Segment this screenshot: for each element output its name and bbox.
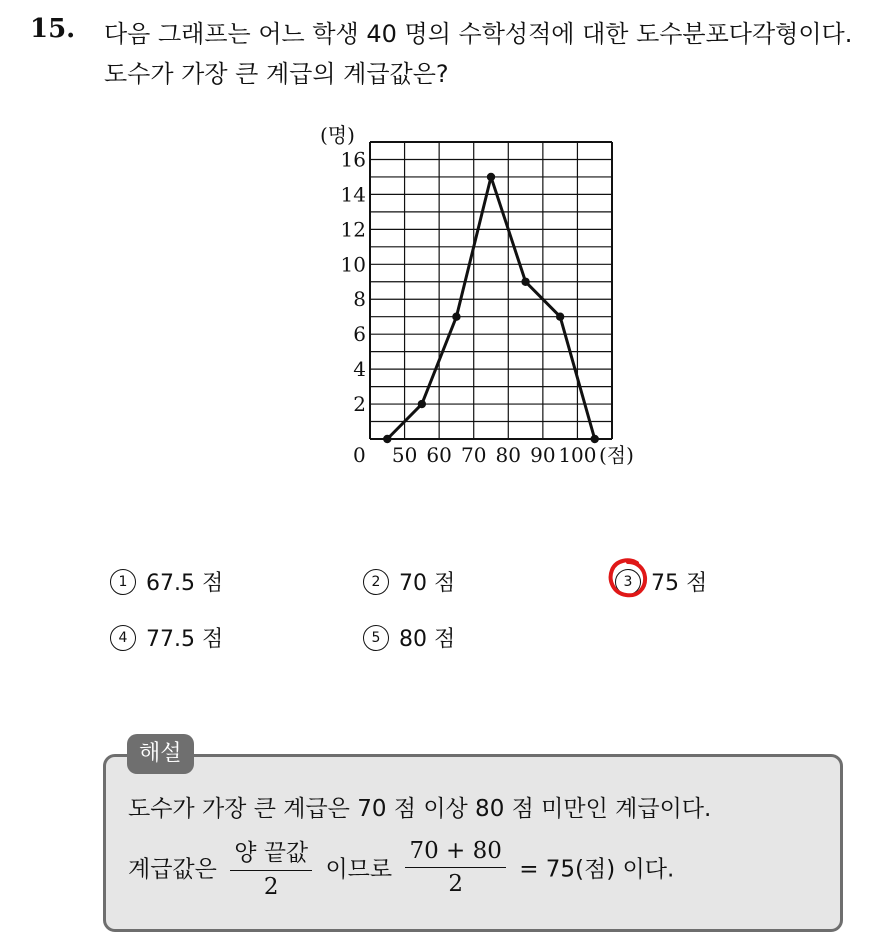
x-axis-label: (점) — [599, 443, 634, 467]
data-point — [556, 313, 564, 321]
data-point — [521, 278, 529, 286]
choice-4[interactable] — [110, 622, 223, 653]
data-point — [487, 173, 495, 181]
fraction-numerator: 70 + 80 — [405, 838, 505, 868]
fraction-denominator: 2 — [263, 874, 279, 900]
data-point — [452, 313, 460, 321]
y-tick-label: 4 — [353, 357, 366, 382]
choice-1[interactable] — [110, 566, 223, 597]
choice-mark-4: 4 — [110, 625, 136, 651]
chart-grid — [370, 142, 612, 439]
solution-line-2 — [128, 834, 674, 900]
fraction-endpoints — [230, 834, 312, 900]
choice-mark-3: 3 — [615, 569, 641, 595]
x-tick-label: 70 — [460, 443, 487, 467]
choice-5[interactable] — [363, 622, 455, 653]
choice-2[interactable] — [363, 566, 455, 597]
x-tick-label: 60 — [426, 443, 452, 467]
data-point — [418, 400, 426, 408]
y-tick-label: 10 — [340, 252, 366, 277]
choice-text-2: 70 점 — [399, 571, 456, 596]
x-tick-label: 90 — [530, 443, 556, 467]
fraction-sum — [405, 838, 505, 897]
question-text: 다음 그래프는 어느 학생 40 명의 수학성적에 대한 도수분포다각형이다. 도수가 가장 큰 계급의 계급값은? — [104, 20, 853, 88]
y-axis-label: (명) — [320, 123, 355, 147]
y-tick-label: 16 — [340, 147, 366, 172]
series-line — [387, 177, 594, 439]
choice-text-4: 77.5 점 — [146, 627, 224, 652]
y-tick-labels — [341, 147, 366, 416]
choice-text-1: 67.5 점 — [146, 571, 224, 596]
fraction-denominator: 2 — [448, 870, 463, 897]
answer-circle-icon — [607, 557, 649, 599]
solution-text-b: 이므로 — [325, 856, 393, 883]
y-tick-label: 8 — [353, 287, 366, 312]
y-tick-label: 12 — [340, 217, 366, 242]
choice-text-5: 80 점 — [399, 627, 456, 652]
solution-tab: 해설 — [127, 734, 194, 774]
solution-text-c: = 75(점) 이다. — [519, 856, 675, 883]
question-number: 15. — [30, 14, 76, 44]
choice-text-3: 75 점 — [651, 571, 708, 596]
y-tick-label: 6 — [353, 322, 366, 347]
fraction-numerator: 양 끝값 — [230, 834, 312, 871]
x-tick-label: 100 — [558, 443, 597, 467]
y-tick-label: 14 — [340, 182, 366, 207]
solution-text-a: 계급값은 — [128, 856, 217, 883]
origin-label: 0 — [353, 443, 366, 467]
choice-mark-2: 2 — [363, 569, 389, 595]
y-tick-label: 2 — [353, 392, 366, 417]
data-point — [383, 435, 391, 443]
frequency-polygon-chart — [320, 118, 650, 478]
x-tick-label: 80 — [495, 443, 522, 467]
data-point — [591, 435, 599, 443]
choice-mark-5: 5 — [363, 625, 389, 651]
solution-line-1: 도수가 가장 큰 계급은 70 점 이상 80 점 미만인 계급이다. — [128, 796, 712, 822]
series-layer — [383, 173, 599, 443]
x-tick-label: 50 — [391, 443, 418, 467]
x-tick-labels — [392, 443, 597, 467]
choice-mark-1: 1 — [110, 569, 136, 595]
